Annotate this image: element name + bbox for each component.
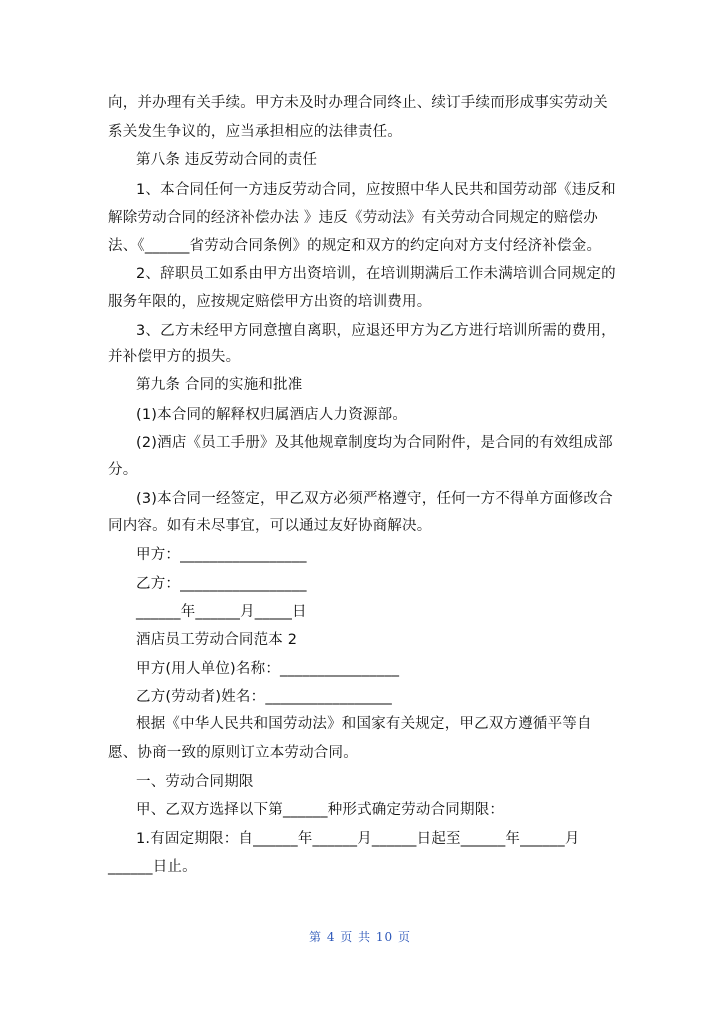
text-line: 系关发生争议的，应当承担相应的法律责任。 <box>108 124 402 140</box>
text-line: 甲、乙双方选择以下第______种形式确定劳动合同期限： <box>136 802 505 818</box>
text-line: 并补偿甲方的损失。 <box>108 349 241 365</box>
text-line: 甲方(用人单位)名称：________________ <box>136 661 400 677</box>
section-heading: 第九条 合同的实施和批准 <box>136 377 303 393</box>
text-line: 乙方(劳动者)姓名：_________________ <box>136 689 392 705</box>
text-line: (1)本合同的解释权归属酒店人力资源部。 <box>136 407 408 423</box>
text-line: 法、《______省劳动合同条例》的规定和双方的约定向对方支付经济补偿金。 <box>108 238 602 254</box>
text-line: 3、乙方未经甲方同意擅自离职，应退还甲方为乙方进行培训所需的费用， <box>136 323 616 339</box>
text-line: ______日止。 <box>108 859 197 875</box>
text-line: 根据《中华人民共和国劳动法》和国家有关规定，甲乙双方遵循平等自 <box>136 716 592 732</box>
text-line: 向，并办理有关手续。甲方未及时办理合同终止、续订手续而形成事实劳动关 <box>108 95 608 111</box>
signature-date: ______年______月_____日 <box>136 604 307 620</box>
text-line: (2)酒店《员工手册》及其他规章制度均为合同附件，是合同的有效组成部 <box>136 435 613 451</box>
text-line: 愿、协商一致的原则订立本劳动合同。 <box>108 745 358 761</box>
section-heading: 一、劳动合同期限 <box>136 774 254 790</box>
text-line: 1、本合同任何一方违反劳动合同，应按照中华人民共和国劳动部《违反和 <box>136 182 616 198</box>
signature-party-a: 甲方：_________________ <box>136 547 307 563</box>
text-line: 2、辞职员工如系由甲方出资培训，在培训期满后工作未满培训合同规定的 <box>136 266 616 282</box>
text-line: 1.有固定期限：自______年______月______日起至______年______月 <box>136 831 580 847</box>
text-line: 解除劳动合同的经济补偿办法 》违反《劳动法》有关劳动合同规定的赔偿办 <box>108 210 598 226</box>
signature-party-b: 乙方：_________________ <box>136 576 307 592</box>
text-line: 同内容。如有未尽事宜，可以通过友好协商解决。 <box>108 518 432 534</box>
page-footer: 第 4 页 共 10 页 <box>309 930 411 944</box>
document-title: 酒店员工劳动合同范本 2 <box>136 632 298 648</box>
text-line: 分。 <box>108 462 138 478</box>
text-line: 服务年限的，应按规定赔偿甲方出资的培训费用。 <box>108 294 432 310</box>
section-heading: 第八条 违反劳动合同的责任 <box>136 152 318 168</box>
text-line: (3)本合同一经签定，甲乙双方必须严格遵守，任何一方不得单方面修改合 <box>136 491 613 507</box>
